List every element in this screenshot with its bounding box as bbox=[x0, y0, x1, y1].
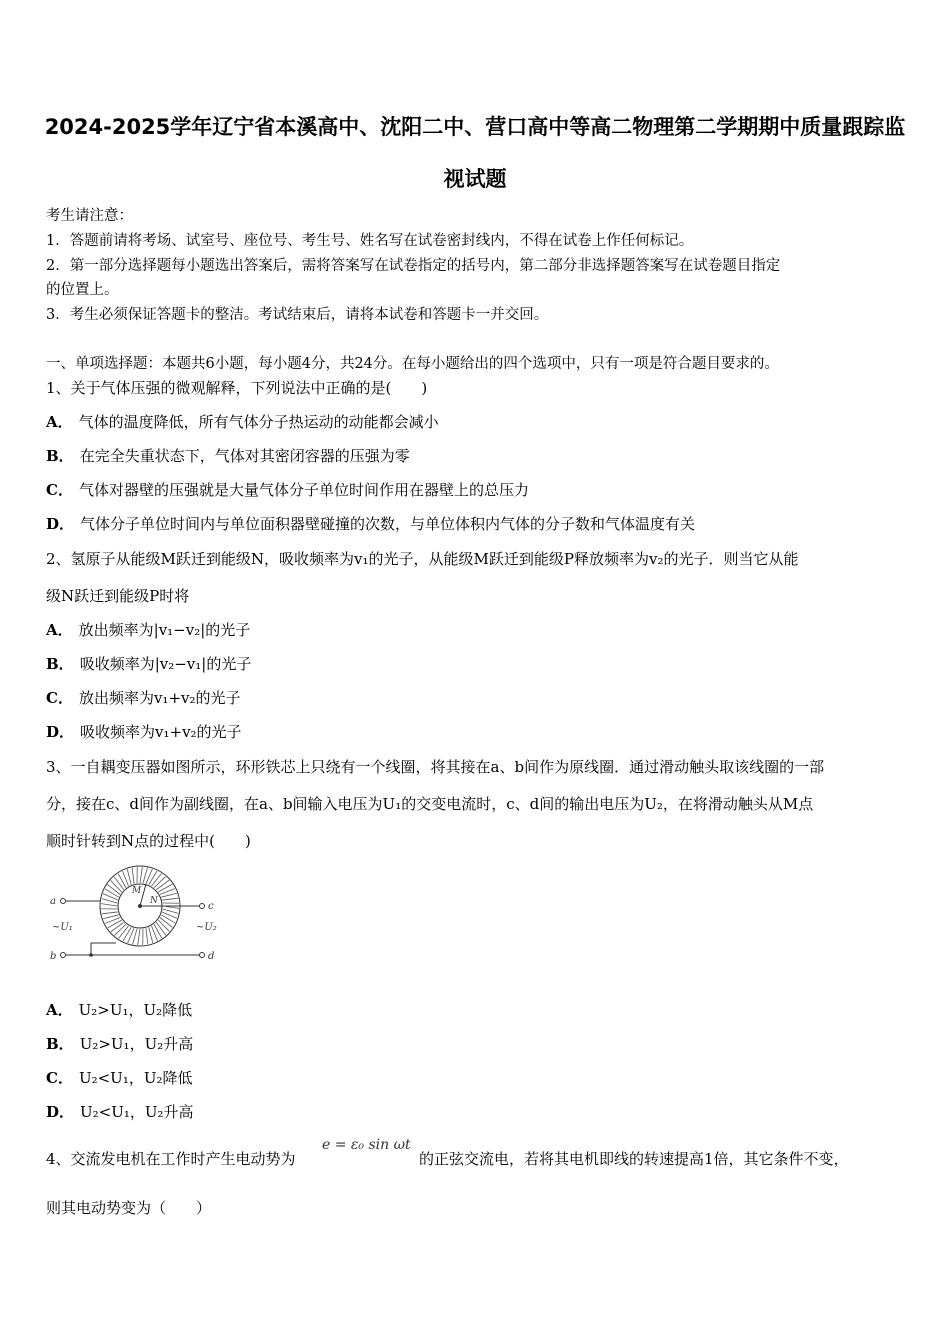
coil-winding bbox=[143, 868, 147, 883]
coil-winding bbox=[162, 898, 178, 900]
coil-winding bbox=[160, 918, 173, 928]
coil-winding bbox=[111, 880, 122, 892]
section-heading: 一、单项选择题：本题共6小题，每小题4分，共24分。在每小题给出的四个选项中，只有一项是符合题目要求的。 bbox=[46, 356, 779, 372]
autotransformer-diagram bbox=[46, 855, 226, 970]
coil-winding bbox=[127, 869, 131, 885]
q3-option-d: D． U₂<U₁，U₂升高 bbox=[46, 1103, 194, 1121]
u2-label: ~U₂ bbox=[196, 922, 217, 933]
coil-winding bbox=[111, 922, 124, 932]
coil-winding bbox=[102, 899, 117, 903]
q4-stem-1b: 的正弦交流电，若将其电机即线的转速提高1倍，其它条件不变， bbox=[419, 1150, 849, 1168]
coil-winding bbox=[107, 885, 120, 895]
q3-stem-2: 分，接在c、d间作为副线圈，在a、b间输入电压为U₁的交变电流时，c、d间的输出电压为U₂，在将滑动触头从M点 bbox=[46, 795, 814, 813]
coil-winding bbox=[128, 928, 134, 943]
coil-winding bbox=[152, 873, 162, 886]
terminal-c-label: c bbox=[208, 901, 214, 912]
coil-winding bbox=[161, 893, 177, 897]
coil-winding bbox=[158, 920, 169, 932]
q1-option-a: A． 气体的温度降低，所有气体分子热运动的动能都会减小 bbox=[46, 413, 439, 431]
page-title: 2024-2025学年辽宁省本溪高中、沈阳二中、营口高中等高二物理第二学期期中质量跟踪监视试题 bbox=[44, 115, 906, 191]
coil-winding bbox=[146, 928, 148, 944]
q2-stem-1: 2、氢原子从能级M跃迁到能级N，吸收频率为v₁的光子，从能级M跃迁到能级P释放频率为v₂的光子．则当它从能 bbox=[46, 550, 799, 568]
q4-stem-2: 则其电动势变为（ ） bbox=[46, 1199, 212, 1217]
coil-winding bbox=[156, 922, 166, 935]
coil-winding bbox=[138, 929, 140, 945]
coil-winding bbox=[146, 869, 152, 884]
notice-item: 1．答题前请将考场、试室号、座位号、考生号、姓名写在试卷密封线内，不得在试卷上作任何标记。 bbox=[46, 233, 694, 249]
coil-winding bbox=[163, 909, 178, 913]
coil-winding bbox=[114, 924, 126, 935]
q2-option-a: A． 放出频率为|v₁−v₂|的光子 bbox=[46, 621, 251, 639]
q3-stem-1: 3、一自耦变压器如图所示，环形铁芯上只绕有一个线圈，将其接在a、b间作为原线圈．通过滑动触头取该线圈的一部 bbox=[46, 758, 825, 776]
q2-option-b: B． 吸收频率为|v₂−v₁|的光子 bbox=[46, 655, 252, 673]
coil-winding bbox=[101, 904, 117, 906]
coil-winding bbox=[140, 867, 142, 883]
terminal-d-label: d bbox=[208, 951, 215, 962]
coil-winding bbox=[133, 929, 137, 944]
coil-winding bbox=[162, 912, 177, 918]
terminal-b-label: b bbox=[50, 951, 57, 962]
notice-item: 3．考生必须保证答题卡的整洁。考试结束后，请将本试卷和答题卡一并交回。 bbox=[46, 307, 549, 323]
terminal-a-label: a bbox=[50, 896, 56, 907]
coil-winding bbox=[102, 912, 118, 914]
q2-option-c: C． 放出频率为v₁+v₂的光子 bbox=[46, 689, 241, 707]
q2-option-d: D． 吸收频率为v₁+v₂的光子 bbox=[46, 723, 242, 741]
u1-label: ~U₁ bbox=[52, 922, 73, 933]
q4-stem-1a: 4、交流发电机在工作时产生电动势为 bbox=[46, 1150, 296, 1168]
coil-winding bbox=[161, 915, 175, 923]
coil-winding bbox=[103, 894, 118, 900]
q3-option-c: C． U₂<U₁，U₂降低 bbox=[46, 1069, 193, 1087]
notice-heading: 考生请注意： bbox=[46, 208, 133, 224]
notice-item: 的位置上。 bbox=[46, 282, 119, 298]
emf-formula: e = ε₀ sin ωt bbox=[322, 1137, 411, 1153]
coil-winding bbox=[154, 877, 166, 888]
q3-stem-3: 顺时针转到N点的过程中( ) bbox=[46, 832, 251, 850]
q3-option-a: A． U₂>U₁，U₂降低 bbox=[46, 1001, 193, 1019]
q1-option-c: C． 气体对器壁的压强就是大量气体分子单位时间作用在器壁上的总压力 bbox=[46, 481, 529, 499]
coil-winding bbox=[123, 927, 131, 941]
coil-winding bbox=[114, 877, 124, 890]
notice-item: 2．第一部分选择题每小题选出答案后，需将答案写在试卷指定的括号内，第二部分非选择题答案写在试卷题目指定 bbox=[46, 258, 781, 274]
coil-winding bbox=[103, 915, 119, 919]
coil-winding bbox=[132, 868, 134, 884]
contact-m-label: M bbox=[132, 886, 142, 896]
q3-option-b: B． U₂>U₁，U₂升高 bbox=[46, 1035, 194, 1053]
q1-option-b: B． 在完全失重状态下，气体对其密闭容器的压强为零 bbox=[46, 447, 410, 465]
q1-stem: 1、关于气体压强的微观解释，下列说法中正确的是( ) bbox=[46, 379, 428, 397]
contact-n-label: N bbox=[150, 896, 158, 906]
coil-winding bbox=[119, 926, 129, 939]
coil-winding bbox=[105, 889, 119, 897]
coil-winding bbox=[156, 880, 169, 890]
q1-option-d: D． 气体分子单位时间内与单位面积器壁碰撞的次数，与单位体积内气体的分子数和气体温度有关 bbox=[46, 515, 696, 533]
coil-winding bbox=[149, 871, 157, 885]
coil-winding bbox=[149, 927, 153, 943]
q2-stem-2: 级N跃迁到能级P时将 bbox=[46, 587, 190, 605]
